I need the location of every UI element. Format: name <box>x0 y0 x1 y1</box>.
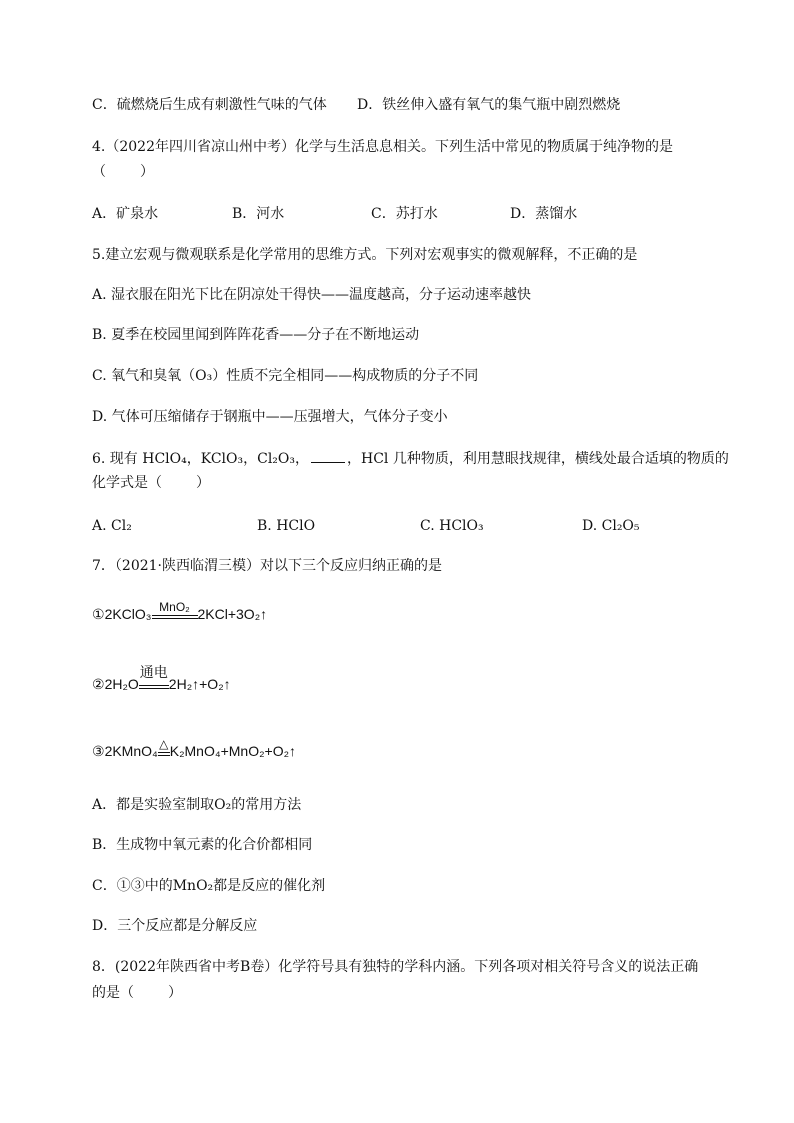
q4-option-a: A．矿泉水 <box>92 206 159 222</box>
q8-stem-cont: 的是（ ） <box>92 985 182 1001</box>
q7-option-d: D．三个反应都是分解反应 <box>92 918 258 934</box>
q7-equation-2: ②2H₂O 通电 2H₂↑+O₂↑ <box>92 664 231 692</box>
q5-option-b: B. 夏季在校园里闻到阵阵花香——分子在不断地运动 <box>92 327 420 343</box>
q7-stem: 7．（2021·陕西临渭三模）对以下三个反应归纳正确的是 <box>92 558 442 574</box>
reaction-condition: MnO₂ <box>152 615 198 623</box>
q6-option-c: C. HClO₃ <box>420 518 484 534</box>
q6-option-a: A. Cl₂ <box>92 518 132 534</box>
q7-option-b: B．生成物中氧元素的化合价都相同 <box>92 837 313 853</box>
q4-stem: 4.（2022年四川省凉山州中考）化学与生活息息相关。下列生活中常见的物质属于纯净物的是 <box>92 139 673 155</box>
reaction-condition: 通电 <box>139 685 169 693</box>
q6-stem-cont: 化学式是（ ） <box>92 475 210 491</box>
q4-answer-paren: （ ） <box>92 164 154 180</box>
q6-option-d: D. Cl₂O₅ <box>582 518 640 534</box>
q6-option-b: B. HClO <box>257 518 316 534</box>
q7-equation-3: ③2KMnO₄ △ K₂MnO₄+MnO₂+O₂↑ <box>92 737 297 759</box>
q7-option-a: A．都是实验室制取O₂的常用方法 <box>92 797 302 813</box>
q6-stem: 6. 现有 HClO₄，KClO₃，Cl₂O₃， ，HCl 几种物质，利用慧眼找规律，横线处最合适填的物质的 <box>92 451 729 467</box>
q3-option-d: D．铁丝伸入盛有氧气的集气瓶中剧烈燃烧 <box>357 97 621 113</box>
q4-option-b: B．河水 <box>232 206 285 222</box>
q7-equation-1: ①2KClO₃ MnO₂ 2KCl+3O₂↑ <box>92 600 268 622</box>
q4-option-d: D．蒸馏水 <box>510 206 578 222</box>
reaction-condition: △ <box>158 752 170 760</box>
q7-option-c: C．①③中的MnO₂都是反应的催化剂 <box>92 878 326 894</box>
q6-fill-blank <box>311 450 345 463</box>
q5-option-d: D. 气体可压缩储存于钢瓶中——压强增大，气体分子变小 <box>92 409 448 425</box>
q5-stem: 5.建立宏观与微观联系是化学常用的思维方式。下列对宏观事实的微观解释，不正确的是 <box>92 247 638 263</box>
q5-option-a: A. 湿衣服在阳光下比在阴凉处干得快——温度越高，分子运动速率越快 <box>92 287 532 303</box>
q5-option-c: C. 氧气和臭氧（O₃）性质不完全相同——构成物质的分子不同 <box>92 368 479 384</box>
q8-stem: 8．(2022年陕西省中考B卷）化学符号具有独特的学科内涵。下列各项对相关符号含义的说法正确 <box>92 959 699 975</box>
q4-option-c: C．苏打水 <box>371 206 438 222</box>
q3-option-c: C．硫燃烧后生成有刺激性气味的气体 <box>92 97 327 113</box>
